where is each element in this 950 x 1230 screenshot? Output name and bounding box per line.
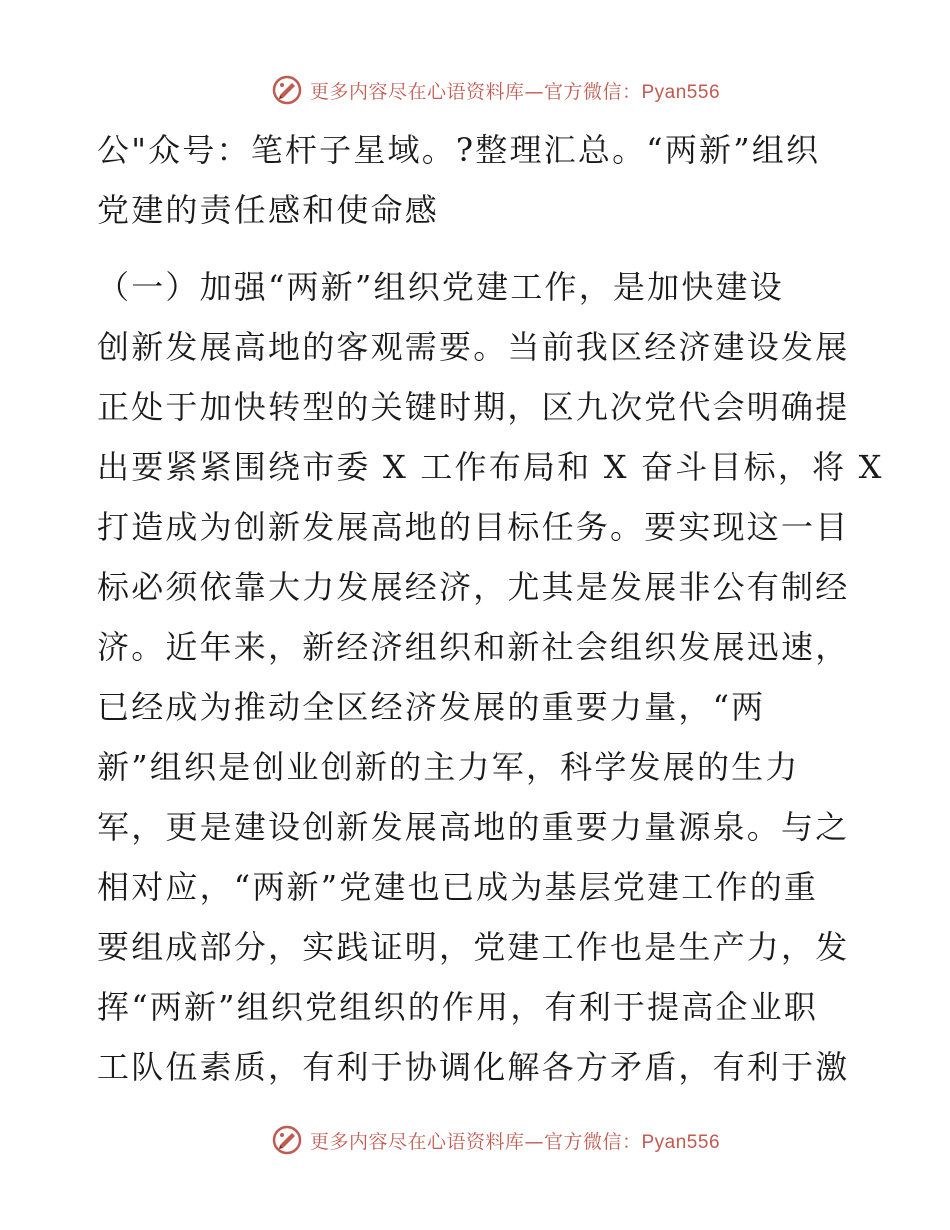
body-line: （一）加强“两新”组织党建工作，是加快建设 xyxy=(97,268,784,306)
body-line: 创新发展高地的客观需要。当前我区经济建设发展 xyxy=(97,328,850,366)
header-banner-text xyxy=(310,77,720,104)
footer-wechat-id: Pyan556 xyxy=(641,1131,721,1153)
header-banner-inner xyxy=(270,73,720,107)
body-line: 军，更是建设创新发展高地的重要力量源泉。与之 xyxy=(97,808,850,846)
footer-banner-main: 更多内容尽在心语资料库 xyxy=(309,1130,525,1153)
pen-logo-icon xyxy=(270,73,304,107)
heading-line: 公"众号：笔杆子星域。?整理汇总。“两新”组织 xyxy=(97,131,821,169)
header-banner xyxy=(0,70,950,110)
paragraph-gap xyxy=(97,240,852,257)
footer-banner-dash: — xyxy=(524,1130,544,1153)
body-line: 要组成部分，实践证明，党建工作也是生产力，发 xyxy=(97,928,850,966)
body-line: 新”组织是创业创新的主力军，科学发展的生力 xyxy=(97,748,800,786)
body-line: 济。近年来，新经济组织和新社会组织发展迅速， xyxy=(97,628,850,666)
header-wechat-label: 官方微信： xyxy=(543,80,642,103)
footer-banner xyxy=(0,1120,950,1160)
body-line: 标必须依靠大力发展经济，尤其是发展非公有制经 xyxy=(97,568,850,606)
body-line: 正处于加快转型的关键时期，区九次党代会明确提 xyxy=(97,388,850,426)
heading-line: 党建的责任感和使命感 xyxy=(97,191,440,229)
header-banner-dash: — xyxy=(524,80,544,103)
header-banner-main: 更多内容尽在心语资料库 xyxy=(309,80,525,103)
body-line: 工队伍素质，有利于协调化解各方矛盾，有利于激 xyxy=(97,1048,850,1086)
body-line: 相对应，“两新”党建也已成为基层党建工作的重 xyxy=(97,868,819,906)
body-line: 已经成为推动全区经济发展的重要力量，“两 xyxy=(97,688,766,726)
body-line: 出要紧紧围绕市委 X 工作布局和 X 奋斗目标，将 X xyxy=(97,448,884,486)
footer-wechat-label: 官方微信： xyxy=(543,1130,642,1153)
footer-banner-inner xyxy=(270,1123,720,1157)
pen-logo-icon xyxy=(270,1123,304,1157)
body-line: 挥“两新”组织党组织的作用，有利于提高企业职 xyxy=(97,988,819,1026)
body-line: 打造成为创新发展高地的目标任务。要实现这一目 xyxy=(97,508,850,546)
header-wechat-id: Pyan556 xyxy=(641,81,721,103)
footer-banner-text xyxy=(310,1127,720,1154)
document-body xyxy=(97,120,884,1097)
